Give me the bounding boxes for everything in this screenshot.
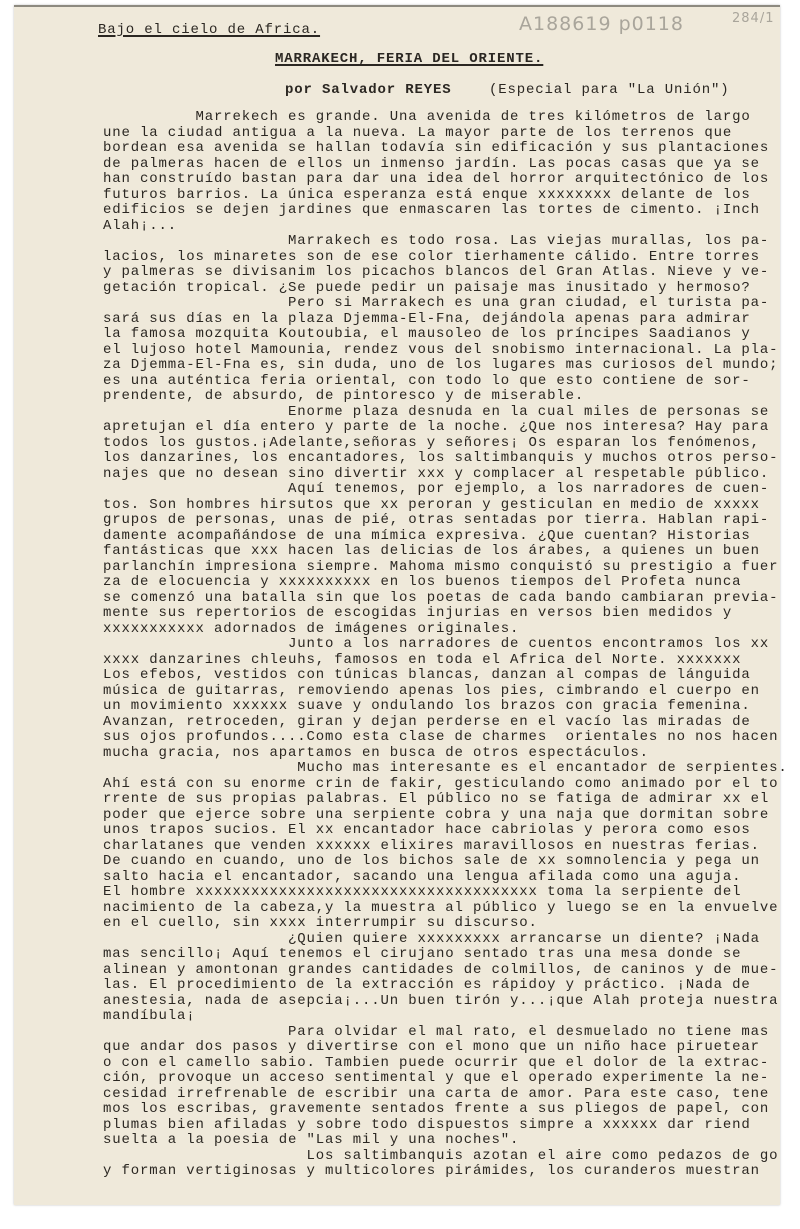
text-line: za Djemma-El-Fna es, sin duda, uno de los lugares mas curiosos del mundo; <box>103 357 779 373</box>
text-line: futuros barrios. La única esperanza está enque xxxxxxxx delante de los <box>103 186 751 203</box>
text-line: Ahí está con su enorme crin de fakir, gesticulando como animado por el to <box>103 775 779 792</box>
text-line: ¿Quien quiere xxxxxxxxx arrancarse un diente? ¡Nada <box>288 930 760 947</box>
text-line: suelta a la poesia de "Las mil y una noches". <box>103 1132 520 1148</box>
paragraph <box>103 296 788 405</box>
text-line: que andar dos pasos y divertirse con el mono que un niño hace piruetear <box>103 1039 760 1055</box>
paragraph <box>103 405 788 483</box>
text-line: edificios se dejen jardines que enmascaren las tortes de cimento. ¡Inch <box>103 202 760 218</box>
text-line: Los efebos, vestidos con túnicas blancas, danzan al compas de lánguida <box>103 667 751 683</box>
text-line: o con el camello sabio. Tambien puede ocurrir que el dolor de la extrac- <box>103 1054 770 1071</box>
paragraph <box>103 234 788 296</box>
text-line: El hombre xxxxxxxxxxxxxxxxxxxxxxxxxxxxxxxxxxxxx toma la serpiente del <box>103 884 742 900</box>
text-line: es una auténtica feria oriental, con todo lo que esto contiene de sor- <box>103 372 751 389</box>
text-line: en el cuello, sin xxxx interrumpir su discurso. <box>103 915 538 931</box>
paragraph <box>103 1149 788 1180</box>
text-line: une la ciudad antigua a la nueva. La mayor parte de los terrenos que <box>103 124 733 141</box>
text-line: cesidad irrefrenable de escribir una carta de amor. Para este caso, tene <box>103 1085 770 1102</box>
text-line: Enorme plaza desnuda en la cual miles de personas se <box>288 403 770 420</box>
text-line: anestesia, nada de asepcia¡...Un buen tirón y...¡que Alah proteja nuestra <box>103 992 779 1009</box>
text-line: el lujoso hotel Mamounia, rendez vous del snobismo internacional. La pla- <box>103 341 779 358</box>
paragraph <box>103 482 788 637</box>
paragraph <box>103 1025 788 1149</box>
text-line: unos trapos sucios. El xx encantador hace cabriolas y perora como esos <box>103 822 751 838</box>
text-line: getación tropical. ¿Se puede pedir un paisaje mas inusitado y hermoso? <box>103 279 751 296</box>
text-line: sará sus días en la plaza Djemma-El-Fna, dejándola apenas para admirar <box>103 310 751 327</box>
paragraph <box>103 761 788 932</box>
section-heading: Bajo el cielo de Africa. <box>98 22 321 38</box>
text-line: mas sencillo¡ Aquí tenemos el cirujano sentado tras una mesa donde se <box>103 946 742 962</box>
text-line: xxxx danzarines chleuhs, famosos en toda el Africa del Norte. xxxxxxx <box>103 651 742 668</box>
text-line: Mucho mas interesante es el encantador de serpientes. <box>297 760 788 776</box>
text-line: Los saltimbanquis azotan el aire como pedazos de go <box>306 1147 779 1164</box>
text-line: un movimiento xxxxxx suave y ondulando los brazos con gracia femenina. <box>103 698 751 714</box>
text-line: mandíbula¡ <box>103 1008 196 1024</box>
text-line: música de guitarras, removiendo apenas los pies, cimbrando el cuerpo en <box>103 682 760 699</box>
text-line: plumas bien afiladas y sobre todo dispuestos simpre a xxxxxx dar riend <box>103 1116 751 1133</box>
text-line: prendente, de absurdo, de pintoresco y de miserable. <box>103 388 585 404</box>
text-line: ción, provoque un acceso sentimental y que el operado experimente la ne- <box>103 1070 770 1086</box>
text-line: lacios, los minaretes son de ese color tierhamente cálido. Entre torres <box>103 248 760 265</box>
text-line: alinean y amontonan grandes cantidades de colmillos, de caninos y de mue- <box>103 961 779 978</box>
text-line: los danzarines, los encantadores, los saltimbanquis y muchos otros perso- <box>103 450 779 466</box>
text-line: parlanchín impresiona siempre. Mahoma mismo conquistó su prestigio a fuer <box>103 558 779 575</box>
publication-note: (Especial para "La Unión") <box>489 82 730 98</box>
text-line: y forman vertiginosas y multicolores pirámides, los curanderos muestran <box>103 1163 760 1179</box>
paragraph <box>103 110 788 234</box>
text-line: la famosa mozquita Koutoubia, el mausoleo de los príncipes Saadianos y <box>103 326 751 342</box>
text-line: mos los escribas, gravemente sentados frente a sus pliegos de papel, con <box>103 1101 770 1117</box>
text-line: fantásticas que xxx hacen las delicias de los árabes, a quienes un buen <box>103 543 760 559</box>
article-title: MARRAKECH, FERIA DEL ORIENTE. <box>275 51 544 67</box>
text-line: najes que no desean sino divertir xxx y complacer al respetable público. <box>103 465 770 482</box>
text-line: Marrakech es todo rosa. Las viejas murallas, los pa- <box>288 233 770 249</box>
text-line: grupos de personas, unas de pié, otras sentadas por tierra. Hablan rapi- <box>103 512 770 528</box>
text-line: poder que ejerce sobre una serpiente cobra y una naja que dormitan sobre <box>103 806 770 823</box>
text-line: y palmeras se divisanim los picachos blancos del Gran Atlas. Nieve y ve- <box>103 264 770 280</box>
text-line: mucha gracia, nos apartamos en busca de otros espectáculos. <box>103 744 649 761</box>
pencil-folio-number: 284/1 <box>732 11 775 26</box>
text-line: Pero si Marrakech es una gran ciudad, el turista pa- <box>288 295 770 311</box>
text-line: las. El procedimiento de la extracción es rápidoy y práctico. ¡Nada de <box>103 977 751 993</box>
article-body <box>103 110 788 1180</box>
text-line: mente sus repertorios de escogidas injurias en versos bien medidos y <box>103 605 733 621</box>
byline: por Salvador REYES <box>285 82 452 98</box>
text-line: Marrekech es grande. Una avenida de tres kilómetros de largo <box>195 109 751 125</box>
text-line: apretujan el día entero y parte de la noche. ¿Que nos interesa? Hay para <box>103 419 770 435</box>
text-line: Alah¡... <box>103 217 178 234</box>
text-line: sus ojos profundos....Como esta clase de charmes orientales no nos hacen <box>103 729 779 745</box>
text-line: De cuando en cuando, uno de los bichos sale de xx somnolencia y pega un <box>103 853 760 869</box>
text-line: todos los gustos.¡Adelante,señoras y señores¡ Os esparan los fenómenos, <box>103 434 760 451</box>
text-line: Aquí tenemos, por ejemplo, a los narradores de cuen- <box>288 481 770 497</box>
text-line: salto hacia el encantador, sacando una lengua afilada como una aguja. <box>103 868 742 885</box>
text-line: za de elocuencia y xxxxxxxxxx en los buenos tiempos del Profeta nunca <box>103 574 742 590</box>
text-line: bordean esa avenida se hallan todavía sin edificación y sus plantaciones <box>103 140 770 156</box>
text-line: Avanzan, retroceden, giran y dejan perderse en el vacío las miradas de <box>103 713 751 730</box>
paragraph <box>103 637 788 761</box>
text-line: damente acompañándose de una mímica expresiva. ¿Que cuentan? Historias <box>103 527 751 544</box>
text-line: se comenzó una batalla sin que los poetas de cada bando cambiaran previa- <box>103 589 779 606</box>
text-line: tos. Son hombres hirsutos que xx peroran y gesticulan en medio de xxxxx <box>103 496 760 513</box>
text-line: rrente de sus propias palabras. El público no se fatiga de admirar xx el <box>103 791 770 807</box>
text-line: Para olvidar el mal rato, el desmuelado no tiene mas <box>288 1023 770 1040</box>
text-line: nacimiento de la cabeza,y la muestra al público y luego se en la envuelve <box>103 899 779 916</box>
text-line: de palmeras hacen de ellos un inmenso jardín. Las pocas casas que ya se <box>103 155 760 172</box>
text-line: charlatanes que venden xxxxxx elixires maravillosos en nuestras ferias. <box>103 837 760 854</box>
paragraph <box>103 932 788 1025</box>
text-line: xxxxxxxxxxx adornados de imágenes originales. <box>103 620 520 637</box>
text-line: han construído bastan para dar una idea del horror arquitectónico de los <box>103 171 770 187</box>
pencil-catalog-number: A188619 p0118 <box>519 13 684 35</box>
text-line: Junto a los narradores de cuentos encontramos los xx <box>288 636 770 652</box>
